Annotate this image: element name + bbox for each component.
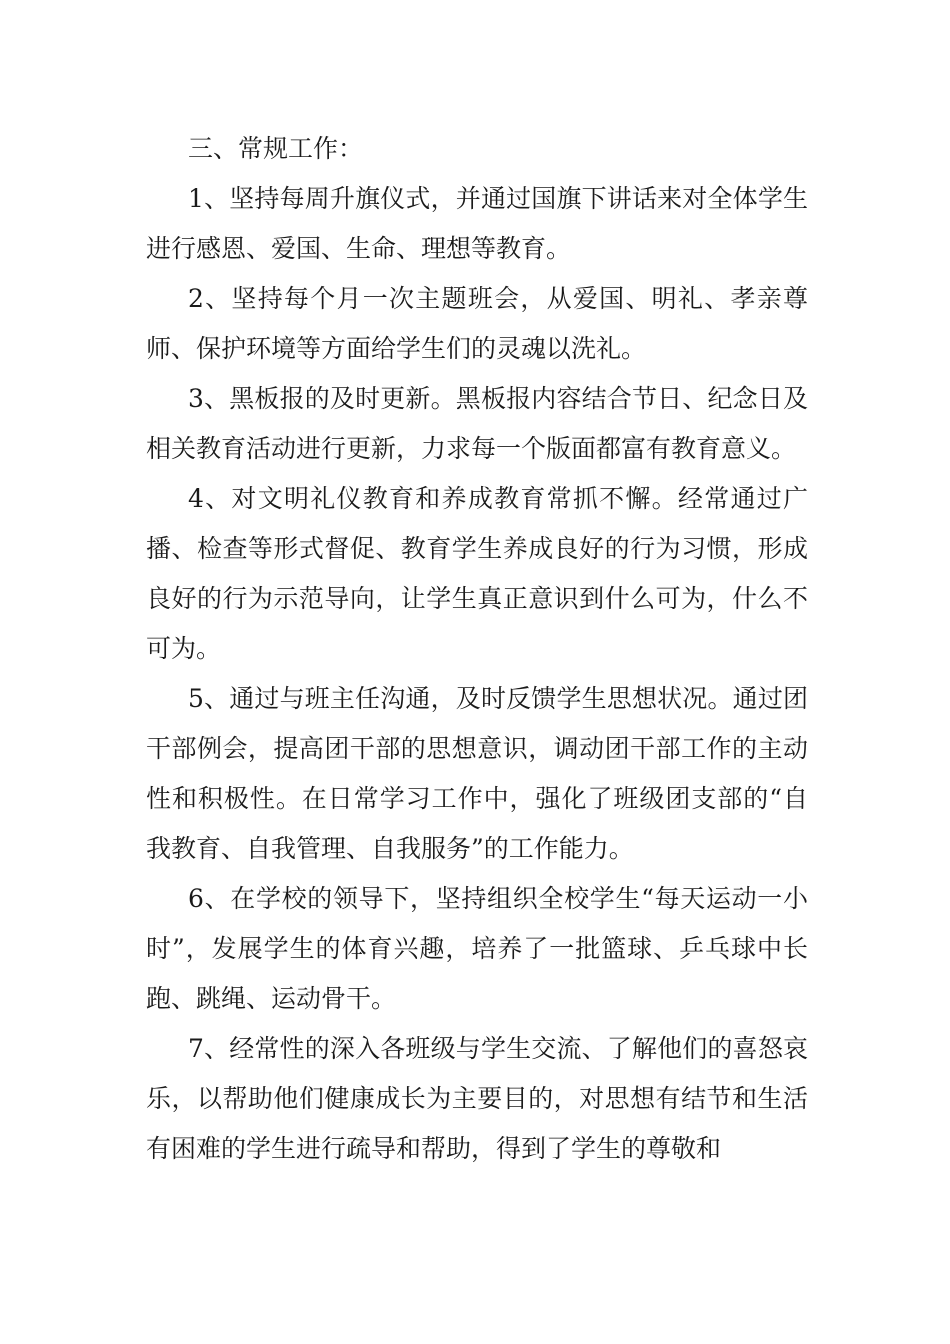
paragraph-7: 7、经常性的深入各班级与学生交流、了解他们的喜怒哀乐，以帮助他们健康成长为主要目的，对思想有结节和生活有困难的学生进行疏导和帮助，得到了学生的尊敬和 [146,1034,808,1163]
paragraph-6: 6、在学校的领导下，坚持组织全校学生“每天运动一小时”，发展学生的体育兴趣，培养了一批篮球、乒乓球中长跑、跳绳、运动骨干。 [146,884,808,1013]
paragraph-5: 5、通过与班主任沟通，及时反馈学生思想状况。通过团干部例会，提高团干部的思想意识，调动团干部工作的主动性和积极性。在日常学习工作中，强化了班级团支部的“自我教育、自我管理、自我服务”的工作能力。 [146,684,808,863]
section-heading: 三、常规工作： [188,134,364,163]
paragraph-1: 1、坚持每周升旗仪式，并通过国旗下讲话来对全体学生进行感恩、爱国、生命、理想等教育。 [146,184,808,263]
document-page [146,124,808,1174]
paragraph-4: 4、对文明礼仪教育和养成教育常抓不懈。经常通过广播、检查等形式督促、教育学生养成良好的行为习惯，形成良好的行为示范导向，让学生真正意识到什么可为，什么不可为。 [146,484,808,663]
paragraph-2: 2、坚持每个月一次主题班会，从爱国、明礼、孝亲尊师、保护环境等方面给学生们的灵魂以洗礼。 [146,284,808,363]
paragraph-3: 3、黑板报的及时更新。黑板报内容结合节日、纪念日及相关教育活动进行更新，力求每一个版面都富有教育意义。 [146,384,808,463]
